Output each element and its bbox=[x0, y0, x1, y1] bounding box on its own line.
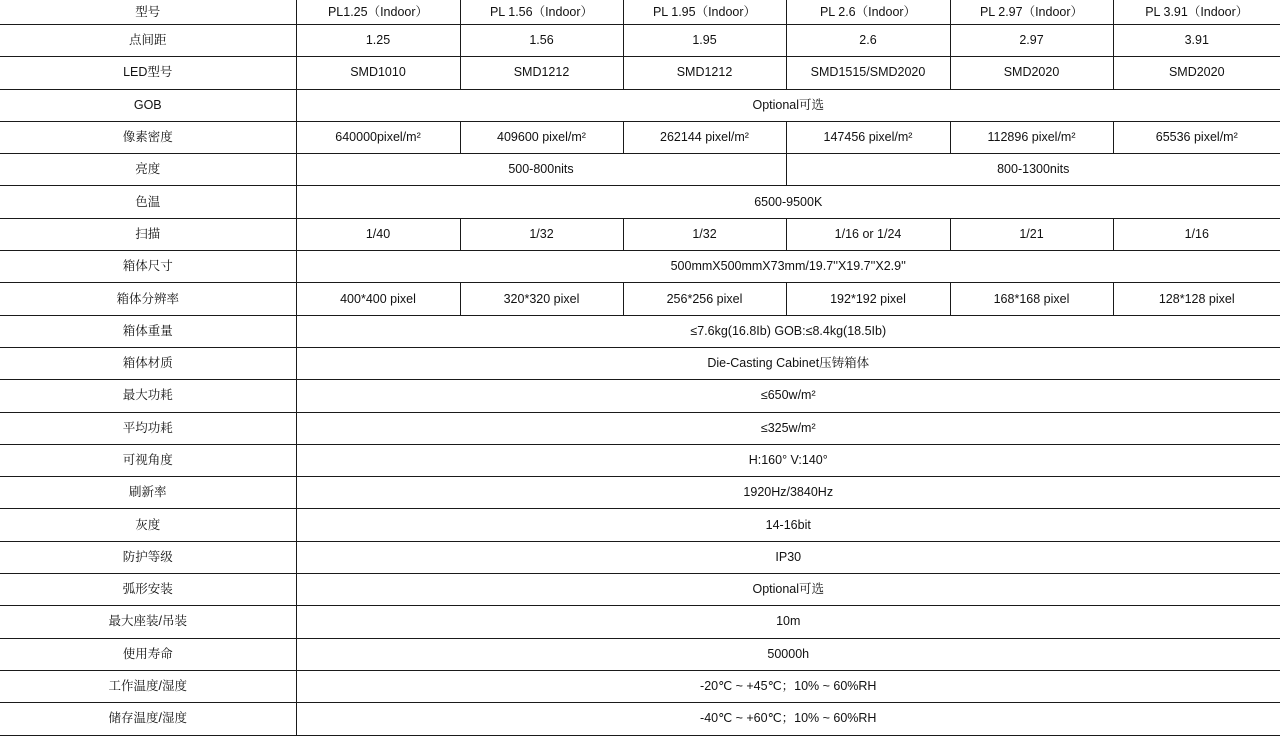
table-row bbox=[0, 315, 1280, 347]
row-label: 灰度 bbox=[0, 509, 296, 541]
table-cell: 65536 pixel/m² bbox=[1113, 121, 1280, 153]
table-cell: IP30 bbox=[296, 541, 1280, 573]
table-cell: 400*400 pixel bbox=[296, 283, 460, 315]
table-row bbox=[0, 0, 1280, 25]
table-cell: 262144 pixel/m² bbox=[623, 121, 786, 153]
table-row bbox=[0, 121, 1280, 153]
table-cell: Optional可选 bbox=[296, 574, 1280, 606]
table-cell: H:160° V:140° bbox=[296, 444, 1280, 476]
table-row bbox=[0, 509, 1280, 541]
table-row bbox=[0, 541, 1280, 573]
table-cell: 147456 pixel/m² bbox=[786, 121, 950, 153]
table-cell: PL 1.95（Indoor） bbox=[623, 0, 786, 25]
row-label: 像素密度 bbox=[0, 121, 296, 153]
table-row bbox=[0, 477, 1280, 509]
table-row bbox=[0, 89, 1280, 121]
table-cell: 500mmX500mmX73mm/19.7''X19.7''X2.9'' bbox=[296, 251, 1280, 283]
table-row bbox=[0, 283, 1280, 315]
row-label: 弧形安装 bbox=[0, 574, 296, 606]
row-label: 箱体重量 bbox=[0, 315, 296, 347]
row-label: 储存温度/湿度 bbox=[0, 703, 296, 735]
table-cell: -20℃ ~ +45℃；10% ~ 60%RH bbox=[296, 670, 1280, 702]
table-cell: 1/32 bbox=[623, 218, 786, 250]
row-label: 点间距 bbox=[0, 25, 296, 57]
table-cell: SMD1010 bbox=[296, 57, 460, 89]
table-cell: 2.6 bbox=[786, 25, 950, 57]
table-cell: ≤7.6kg(16.8Ib) GOB:≤8.4kg(18.5Ib) bbox=[296, 315, 1280, 347]
table-cell: 640000pixel/m² bbox=[296, 121, 460, 153]
table-cell: 192*192 pixel bbox=[786, 283, 950, 315]
table-row bbox=[0, 670, 1280, 702]
table-cell: SMD2020 bbox=[1113, 57, 1280, 89]
table-cell: 1/40 bbox=[296, 218, 460, 250]
table-cell: 10m bbox=[296, 606, 1280, 638]
row-label: 色温 bbox=[0, 186, 296, 218]
row-label: 最大座装/吊装 bbox=[0, 606, 296, 638]
table-cell: -40℃ ~ +60℃；10% ~ 60%RH bbox=[296, 703, 1280, 735]
table-cell: ≤325w/m² bbox=[296, 412, 1280, 444]
table-row bbox=[0, 251, 1280, 283]
table-cell: 320*320 pixel bbox=[460, 283, 623, 315]
row-label: 亮度 bbox=[0, 154, 296, 186]
table-cell: 128*128 pixel bbox=[1113, 283, 1280, 315]
row-label: 箱体尺寸 bbox=[0, 251, 296, 283]
table-row bbox=[0, 412, 1280, 444]
row-label: GOB bbox=[0, 89, 296, 121]
row-label: 工作温度/湿度 bbox=[0, 670, 296, 702]
row-label: 最大功耗 bbox=[0, 380, 296, 412]
table-row bbox=[0, 606, 1280, 638]
table-cell: 50000h bbox=[296, 638, 1280, 670]
table-cell: 409600 pixel/m² bbox=[460, 121, 623, 153]
table-cell: ≤650w/m² bbox=[296, 380, 1280, 412]
row-label: 可视角度 bbox=[0, 444, 296, 476]
table-row bbox=[0, 638, 1280, 670]
table-cell: 1.25 bbox=[296, 25, 460, 57]
table-row bbox=[0, 218, 1280, 250]
row-label: LED型号 bbox=[0, 57, 296, 89]
row-label: 箱体材质 bbox=[0, 347, 296, 379]
table-cell: 800-1300nits bbox=[786, 154, 1280, 186]
row-label: 平均功耗 bbox=[0, 412, 296, 444]
table-row bbox=[0, 154, 1280, 186]
table-row bbox=[0, 574, 1280, 606]
table-cell: 1/32 bbox=[460, 218, 623, 250]
table-cell: 3.91 bbox=[1113, 25, 1280, 57]
table-cell: 6500-9500K bbox=[296, 186, 1280, 218]
table-cell: PL 2.6（Indoor） bbox=[786, 0, 950, 25]
table-cell: 14-16bit bbox=[296, 509, 1280, 541]
table-row bbox=[0, 444, 1280, 476]
row-label: 箱体分辨率 bbox=[0, 283, 296, 315]
table-cell: 1.56 bbox=[460, 25, 623, 57]
table-row bbox=[0, 703, 1280, 735]
table-cell: 168*168 pixel bbox=[950, 283, 1113, 315]
table-row bbox=[0, 347, 1280, 379]
table-cell: 1.95 bbox=[623, 25, 786, 57]
table-row bbox=[0, 57, 1280, 89]
table-cell: Optional可选 bbox=[296, 89, 1280, 121]
table-cell: SMD1212 bbox=[460, 57, 623, 89]
row-label: 型号 bbox=[0, 0, 296, 25]
table-cell: 1/16 bbox=[1113, 218, 1280, 250]
table-cell: 1/21 bbox=[950, 218, 1113, 250]
table-cell: Die-Casting Cabinet压铸箱体 bbox=[296, 347, 1280, 379]
table-cell: PL 3.91（Indoor） bbox=[1113, 0, 1280, 25]
table-cell: 500-800nits bbox=[296, 154, 786, 186]
table-row bbox=[0, 380, 1280, 412]
table-cell: SMD1212 bbox=[623, 57, 786, 89]
table-cell: SMD2020 bbox=[950, 57, 1113, 89]
table-cell: 2.97 bbox=[950, 25, 1113, 57]
table-row bbox=[0, 186, 1280, 218]
row-label: 扫描 bbox=[0, 218, 296, 250]
table-cell: 256*256 pixel bbox=[623, 283, 786, 315]
table-row bbox=[0, 25, 1280, 57]
table-cell: 112896 pixel/m² bbox=[950, 121, 1113, 153]
table-cell: PL 1.56（Indoor） bbox=[460, 0, 623, 25]
table-cell: 1920Hz/3840Hz bbox=[296, 477, 1280, 509]
table-cell: 1/16 or 1/24 bbox=[786, 218, 950, 250]
row-label: 防护等级 bbox=[0, 541, 296, 573]
row-label: 使用寿命 bbox=[0, 638, 296, 670]
table-cell: PL1.25（Indoor） bbox=[296, 0, 460, 25]
table-cell: PL 2.97（Indoor） bbox=[950, 0, 1113, 25]
row-label: 刷新率 bbox=[0, 477, 296, 509]
table-cell: SMD1515/SMD2020 bbox=[786, 57, 950, 89]
